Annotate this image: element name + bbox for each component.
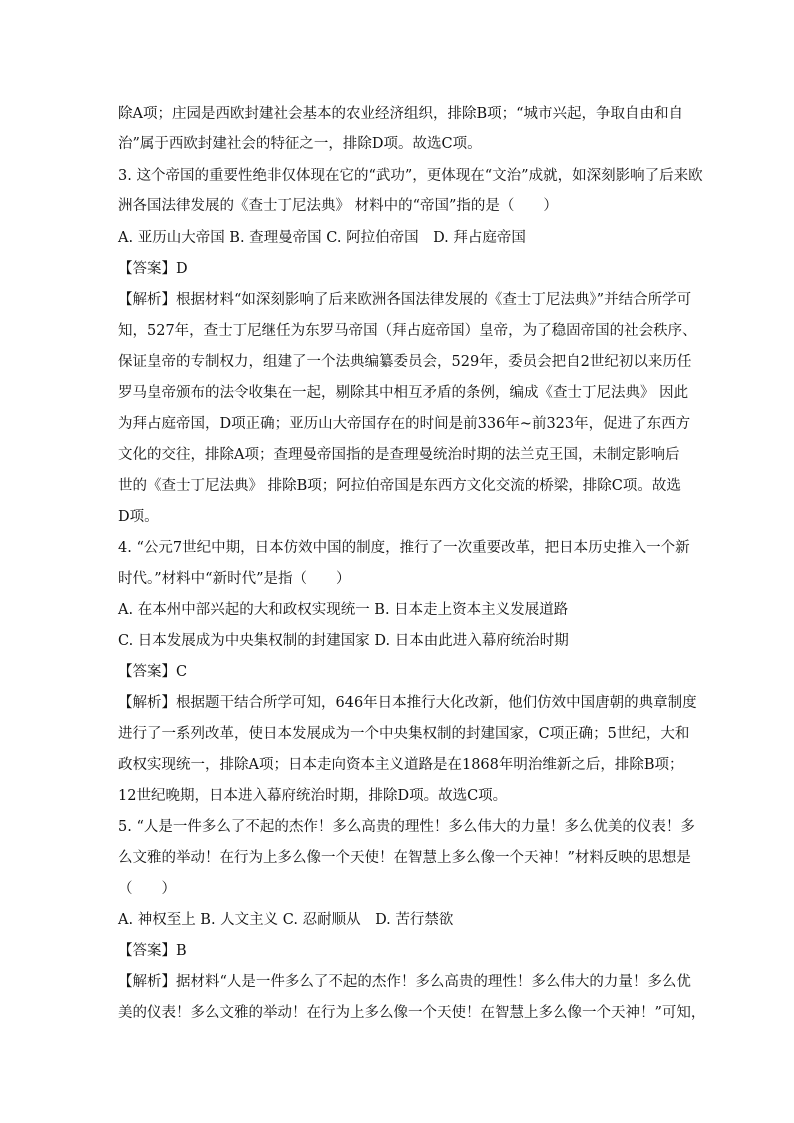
options-line: A. 亚历山大帝国 B. 查理曼帝国 C. 阿拉伯帝国 D. 拜占庭帝国 <box>118 230 526 246</box>
text-line: 知，527年，查士丁尼继任为东罗马帝国（拜占庭帝国）皇帝，为了稳固帝国的社会秩序、 <box>118 323 697 339</box>
text-line: 为拜占庭帝国，D项正确；亚历山大帝国存在的时间是前336年~前323年，促进了东西方 <box>118 416 691 432</box>
text-line: 罗马皇帝颁布的法令收集在一起，剔除其中相互矛盾的条例，编成《查士丁尼法典》 因此 <box>118 385 689 401</box>
text-line: 文化的交往，排除A项；查理曼帝国指的是查理曼统治时期的法兰克王国，未制定影响后 <box>118 447 680 463</box>
question-4-line: 4. “公元7世纪中期，日本仿效中国的制度，推行了一次重要改革，把日本历史推入一个新 <box>118 540 690 556</box>
text-line: 除A项；庄园是西欧封建社会基本的农业经济组织，排除B项；“城市兴起，争取自由和自 <box>118 106 684 122</box>
answer-line: 【答案】C <box>118 664 188 680</box>
analysis-line: 【解析】根据题干结合所学可知，646年日本推行大化改新，他们仿效中国唐朝的典章制度 <box>118 695 697 711</box>
text-line: 12世纪晚期，日本进入幕府统治时期，排除D项。故选C项。 <box>118 788 508 804</box>
analysis-line: 【解析】据材料“人是一件多么了不起的杰作！多么高贵的理性！多么伟大的力量！多么优 <box>118 974 691 990</box>
text-line: 政权实现统一，排除A项；日本走向资本主义道路是在1868年明治维新之后，排除B项； <box>118 757 684 773</box>
options-line: A. 在本州中部兴起的大和政权实现统一 B. 日本走上资本主义发展道路 <box>118 602 569 618</box>
text-line: 么文雅的举动！在行为上多么像一个天使！在智慧上多么像一个天神！”材料反映的思想是 <box>118 850 691 866</box>
answer-line: 【答案】B <box>118 943 187 959</box>
analysis-line: 【解析】根据材料“如深刻影响了后来欧洲各国法律发展的《查士丁尼法典》”并结合所学可 <box>118 292 692 308</box>
text-line: 保证皇帝的专制权力，组建了一个法典编纂委员会，529年，委员会把自2世纪初以来历任 <box>118 354 692 370</box>
text-line: （ ） <box>118 881 176 897</box>
answer-line: 【答案】D <box>118 261 188 277</box>
question-3-line: 3. 这个帝国的重要性绝非仅体现在它的“武功”，更体现在“文治”成就，如深刻影响了后来欧 <box>118 168 703 184</box>
text-line: D项。 <box>118 509 159 525</box>
text-line: 进行了一系列改革，使日本发展成为一个中央集权制的封建国家，C项正确；5世纪，大和 <box>118 726 690 742</box>
text-line: 美的仪表！多么文雅的举动！在行为上多么像一个天使！在智慧上多么像一个天神！”可知， <box>118 1005 706 1021</box>
text-line: 世的《查士丁尼法典》 排除B项；阿拉伯帝国是东西方文化交流的桥梁，排除C项。故选 <box>118 478 681 494</box>
text-line: 洲各国法律发展的《查士丁尼法典》 材料中的“帝国”指的是（ ） <box>118 198 558 214</box>
text-line: 时代。”材料中“新时代”是指（ ） <box>118 571 351 587</box>
options-line: C. 日本发展成为中央集权制的封建国家 D. 日本由此进入幕府统治时期 <box>118 633 569 649</box>
options-line: A. 神权至上 B. 人文主义 C. 忍耐顺从 D. 苦行禁欲 <box>118 912 454 928</box>
text-line: 治”属于西欧封建社会的特征之一，排除D项。故选C项。 <box>118 136 482 152</box>
question-5-line: 5. “人是一件多么了不起的杰作！多么高贵的理性！多么伟大的力量！多么优美的仪表！多 <box>118 819 695 835</box>
